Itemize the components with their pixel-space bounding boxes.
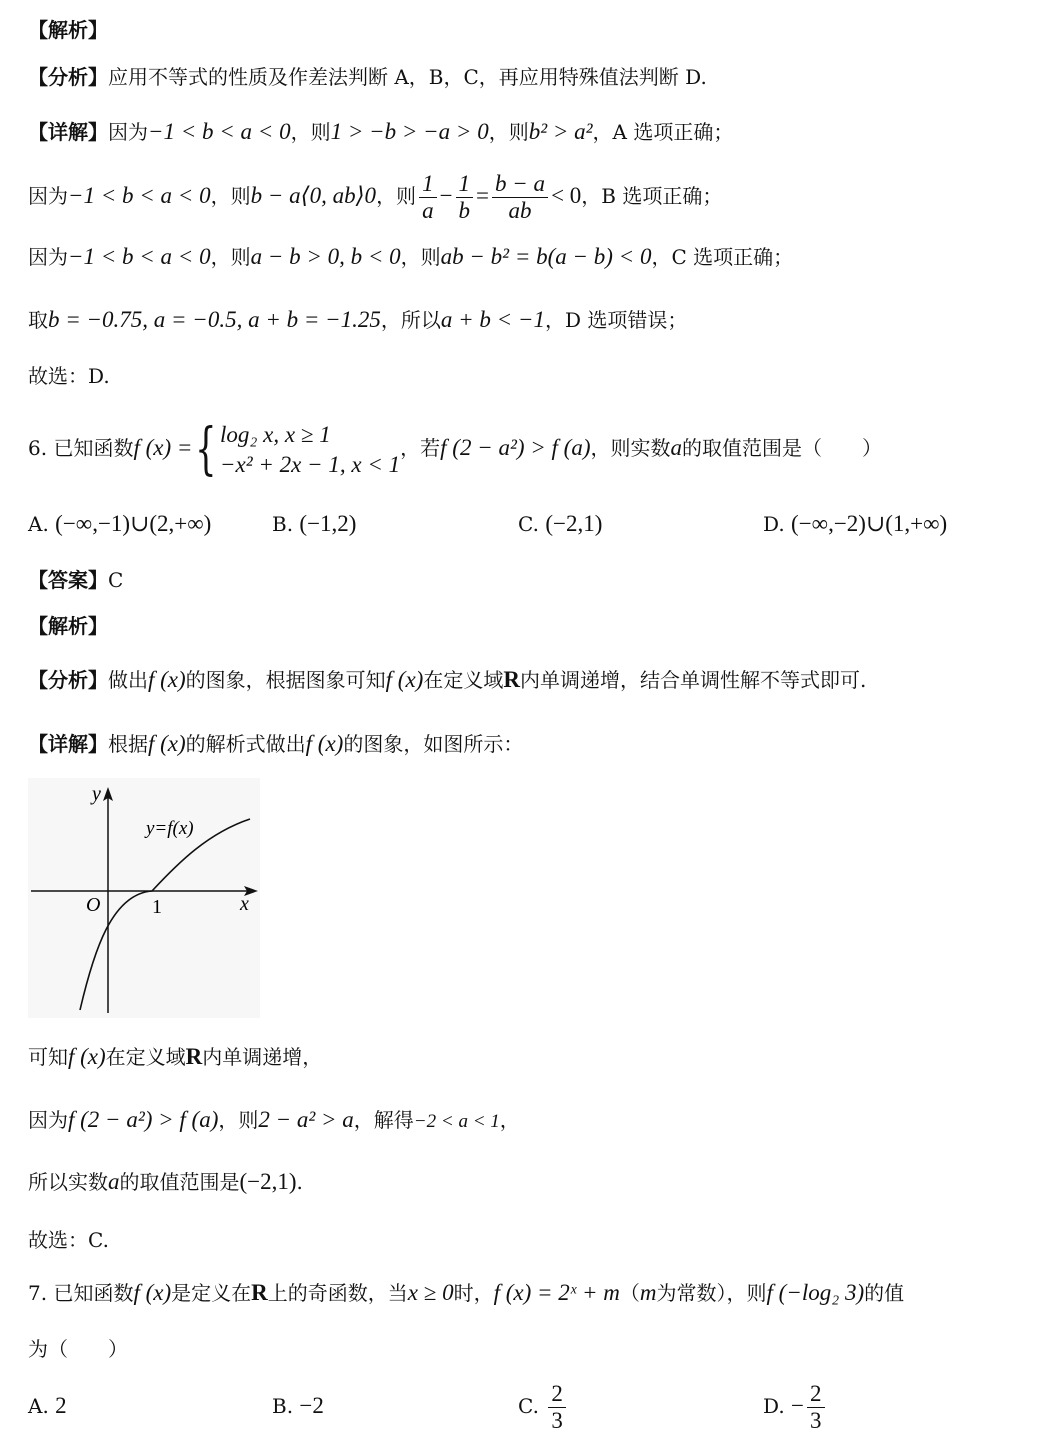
option-fraction [807,1381,825,1434]
math: f (x) [68,1044,106,1069]
option-b [272,509,356,539]
numerator: 2 [548,1381,566,1408]
math: (−2,1) [239,1169,297,1194]
option-letter: C. [518,1394,539,1418]
detail-k1 [28,1043,322,1071]
math: f (x) [133,1280,172,1305]
option-value: 2 [55,1393,67,1418]
x-axis-label: x [240,893,249,915]
option-value: (−∞,−1)∪(2,+∞) [55,511,212,536]
text: ，则 [210,184,251,208]
detail-label: 【详解】 [28,120,108,144]
piecewise-cases [220,420,400,480]
math: f (x) [305,731,344,756]
option-letter: D. [763,512,785,536]
math: b² > a² [528,119,593,144]
text: 根据 [108,732,148,756]
set-R: R [251,1280,268,1305]
detail-k3 [28,1168,303,1196]
option-b [272,1391,324,1421]
answer-6 [28,566,123,594]
text: 为常数），则 [656,1281,767,1305]
detail-label: 【详解】 [28,732,108,756]
math: 2 − a² > a [258,1107,354,1132]
text: ，则 [400,245,441,269]
option-sign: − [791,1393,805,1418]
denominator: b [458,198,471,223]
option-c [518,1376,569,1436]
text: 的解析式做出 [185,732,306,756]
origin-label: O [86,894,101,916]
question-number: 7. 已知函数 [28,1281,134,1305]
question-7-tail: 为（ ） [28,1337,128,1361]
option-value: −2 [299,1393,324,1418]
detail-line-d [28,306,687,334]
text: 取 [28,308,48,332]
text: ，则 [210,245,251,269]
section-jiexi-6: 【解析】 [28,614,108,638]
text: 的值 [864,1281,905,1305]
math: a [108,1169,120,1194]
text: ，A 选项正确； [592,120,734,144]
text: . [296,1170,303,1194]
math: b − a⟨0, ab⟩0 [250,183,377,208]
option-letter: D. [763,1394,785,1418]
option-letter: A. [28,512,49,536]
text: 因为 [28,1108,68,1132]
text: 所以实数 [28,1170,108,1194]
text: 在定义域 [105,1045,186,1069]
math: = [476,183,490,208]
text: ，所以 [380,308,441,332]
math: a [670,435,682,460]
math: f (2 − a²) > f (a) [68,1107,219,1132]
math: m [639,1280,657,1305]
numerator: b − a [492,171,548,198]
numerator: 1 [419,171,437,198]
option-value: (−∞,−2)∪(1,+∞) [791,511,948,536]
answer-value: C [108,568,124,592]
math: f (x) = [133,435,193,460]
option-letter: B. [272,1394,294,1418]
analysis-line-6 [28,666,866,694]
analysis-label: 【分析】 [28,668,108,692]
math: x ≥ 0 [407,1280,454,1305]
function-graph [28,778,260,1018]
set-R: R [185,1044,203,1069]
text: ，则 [290,120,331,144]
case-1: log₂ x, x ≥ 1 [220,421,331,447]
text: ，B 选项正确； [581,184,723,208]
detail-line-6 [28,730,523,758]
graph-background [28,778,260,1018]
fraction-b-minus-a-over-ab [492,171,548,224]
question-6 [28,416,882,480]
option-d [763,1376,828,1436]
math: −2 < a < 1 [413,1111,500,1132]
option-letter: A. [28,1394,49,1418]
math: f (x) = 2ˣ + m [493,1280,620,1305]
math: −1 < b < a < 0 [68,183,211,208]
text: 的取值范围是（ ） [682,436,882,460]
text: 因为 [28,245,68,269]
math: f (−log₂ 3) [766,1280,865,1305]
math: a + b < −1 [440,307,545,332]
text: 可知 [28,1045,68,1069]
text: ，则实数 [590,436,671,460]
fraction-1-over-a [419,171,437,224]
text: ，则 [376,184,417,208]
text: ，则 [488,120,529,144]
detail-line-a [28,118,733,146]
math: b = −0.75, a = −0.5, a + b = −1.25 [48,307,381,332]
detail-line-b [28,166,722,226]
denominator: a [422,198,434,223]
left-brace-icon: { [195,416,217,482]
section-jiexi-1: 【解析】 [28,18,108,42]
option-letter: B. [272,512,294,536]
answer-label: 【答案】 [28,568,108,592]
math: ab − b² = b(a − b) < 0 [440,244,652,269]
answer-choice-5: 故选：D. [28,364,110,388]
option-d [763,509,947,539]
math: a − b > 0, b < 0 [250,244,401,269]
text: （ [619,1281,640,1305]
math: 1 > −b > −a > 0 [330,119,489,144]
option-c [518,509,602,539]
math: − [439,183,453,208]
math: f (x) [385,667,424,692]
math: < 0 [551,183,582,208]
denominator: 3 [551,1408,563,1433]
denominator: 3 [810,1408,822,1433]
text: 的图象，根据图象可知 [185,668,386,692]
analysis-label: 【分析】 [28,65,108,89]
text: 在定义域 [423,668,504,692]
option-a [28,1391,67,1421]
math: −1 < b < a < 0 [68,244,211,269]
numerator: 1 [456,171,474,198]
text: 内单调递增， [202,1045,323,1069]
math: f (2 − a²) > f (a) [440,435,591,460]
text: 因为 [28,184,68,208]
curve-label: y=f(x) [146,818,194,839]
text: ，则 [218,1108,259,1132]
option-a [28,509,211,539]
text: 上的奇函数，当 [267,1281,408,1305]
text: ，C 选项正确； [651,245,794,269]
text: ，D 选项错误； [544,308,688,332]
text: 时， [453,1281,494,1305]
text: ，解得 [353,1108,414,1132]
detail-k2 [28,1106,520,1136]
y-axis-label: y [92,783,101,805]
denominator: ab [508,198,532,223]
numerator: 2 [807,1381,825,1408]
fraction-1-over-b [456,171,474,224]
option-value: (−1,2) [299,511,357,536]
analysis-text: 应用不等式的性质及作差法判断 A，B，C，再应用特殊值法判断 D. [108,65,707,89]
question-7 [28,1279,904,1307]
text: ，若 [400,436,441,460]
option-fraction [548,1381,566,1434]
math: −1 < b < a < 0 [148,119,291,144]
answer-choice-6: 故选：C. [28,1228,109,1252]
detail-line-c [28,243,793,271]
tick-1-label: 1 [152,896,162,918]
text: 是定义在 [171,1281,252,1305]
text: 的取值范围是 [119,1170,240,1194]
option-value: (−2,1) [545,511,603,536]
analysis-line-5 [28,63,707,91]
text: 做出 [108,668,148,692]
text: ， [499,1108,520,1132]
math: f (x) [148,731,186,756]
question-number: 6. 已知函数 [28,436,134,460]
text: 内单调递增，结合单调性解不等式即可. [519,668,867,692]
text: 的图象，如图所示： [343,732,524,756]
set-R: R [503,667,520,692]
option-letter: C. [518,512,539,536]
text: 因为 [108,120,148,144]
math: f (x) [148,667,186,692]
case-2: −x² + 2x − 1, x < 1 [220,451,401,477]
